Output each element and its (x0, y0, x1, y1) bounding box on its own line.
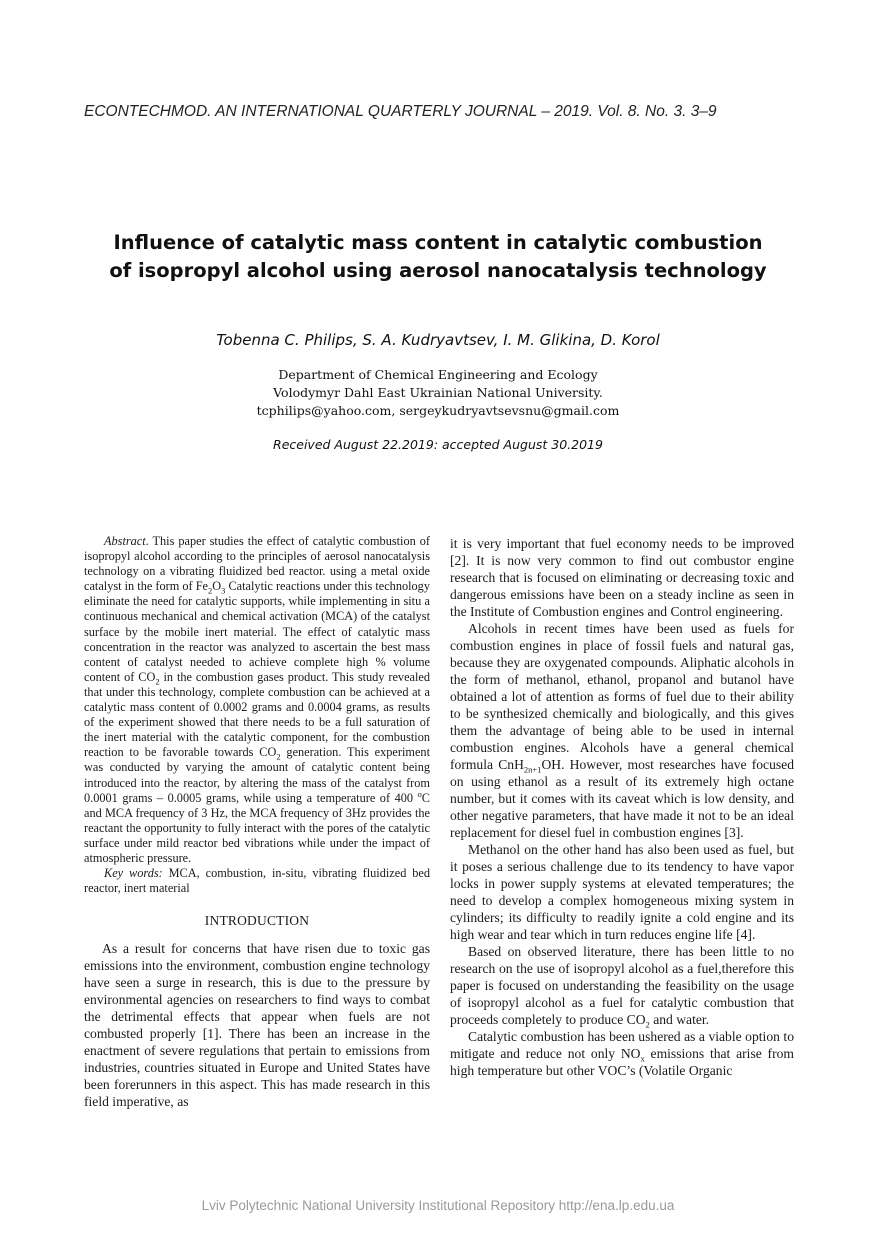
abstract-text: in the combustion gases product. This study revealed that under this technology, complete combustion can be achieved at a catalytic mass content of 0.0002 grams and 0.0004 grams, as results of the experiment showed that there needs to be a full saturation of the inert material with the catalytic component, for the combustion reaction to be favorable towards CO (84, 669, 431, 760)
body-paragraph (450, 1028, 794, 1079)
superscript: o (417, 788, 422, 799)
affiliation-emails: tcphilips@yahoo.com, sergeykudryavtsevsnu@gmail.com (256, 403, 620, 418)
paragraph-text: Alcohols in recent times have been used as fuels for combustion engines in place of fossil fuels and natural gas, because they are oxygenated compounds. Aliphatic alcohols in the form of methanol, ethanol, propanol and butanol have obtained a lot of attention as forms of fuel due to their ability to be synthesized chemically and biologically, and this gives them the advantage of being able to be used in internal combustion engines. Alcohols have a general chemical formula CnH (450, 621, 794, 772)
abstract-section (84, 534, 430, 896)
subscript: x (640, 1053, 645, 1064)
paragraph-text: Based on observed literature, there has been little to no research on the use of isopropyl alcohol as a fuel,therefore this paper is focused on understanding the feasibility on the usage of isopropyl alcohol as a fuel for catalytic combustion that proceeds completely to produce CO (450, 944, 794, 1027)
keywords-text: MCA, combustion, in-situ, vibrating fluidized bed reactor, inert material (84, 866, 431, 896)
keywords-paragraph (84, 866, 430, 896)
section-heading-introduction: INTRODUCTION (204, 913, 310, 929)
received-dates: Received August 22.2019: accepted August 30.2019 (273, 437, 603, 452)
abstract-label: Abstract (104, 534, 146, 548)
affiliation-university: Volodymyr Dahl East Ukrainian National University. (273, 385, 603, 400)
keywords-label: Key words: (104, 866, 163, 881)
subscript: 2 (276, 751, 281, 762)
paragraph-text: Catalytic combustion has been ushered as a viable option to mitigate and reduce not only NO (450, 1029, 794, 1061)
author-list: Tobenna C. Philips, S. A. Kudryavtsev, I. M. Glikina, D. Korol (216, 331, 660, 349)
abstract-text: O (212, 579, 222, 594)
abstract-text: . This paper studies the effect of catalytic combustion of isopropyl alcohol according to the principles of aerosol nanocatalysis technology on a vibrating fluidized bed reactor. using a metal oxide catalyst in the form of Fe (84, 534, 430, 594)
paragraph-text: and water. (649, 1012, 710, 1027)
affiliation-department: Department of Chemical Engineering and Ecology (278, 367, 598, 382)
abstract-text: Catalytic reactions under this technology eliminate the need for catalytic supports, while implementing in situ a continuous mechanical and chemical activation (MCA) of the catalyst surface by the mobile inert material. The effect of catalytic mass concentration in the reactor was analyzed to ascertain the best mass content of catalyst needed to achieve complete high % volume content of CO (84, 579, 430, 684)
subscript: 2 (155, 676, 160, 687)
paragraph-text: emissions that arise from high temperature but other VOC’s (Volatile Organic (450, 1046, 794, 1078)
body-paragraph: As a result for concerns that have risen due to toxic gas emissions into the environment, combustion engine technology have seen a surge in research, this is due to the pressure by environmental agencies on researchers to find ways to combat the detrimental effects that appear when fuels are not combusted properly [1]. There has been an increase in the enactment of severe regulations that pertain to emissions from industries, countries situated in Europe and United States have been forerunners in this aspect. This has made research in this field imperative, as (84, 941, 430, 1110)
body-paragraph (450, 620, 794, 841)
body-paragraph: Methanol on the other hand has also been used as fuel, but it poses a serious challenge due to its tendency to have vapor locks in power supply systems at elevated temperatures; the need to develop a complex homogeneous mixing system in cylinders; its difficulty to readily ignite a cold engine and its high wear and tear which in turn reduces engine life [4]. (450, 842, 794, 942)
right-column (450, 535, 794, 1079)
subscript: 2 (645, 1019, 650, 1030)
affiliation (120, 366, 756, 420)
subscript: 2n+1 (523, 764, 542, 775)
journal-header: ECONTECHMOD. AN INTERNATIONAL QUARTERLY JOURNAL – 2019. Vol. 8. No. 3. 3–9 (84, 103, 717, 120)
title-line: of isopropyl alcohol using aerosol nanocatalysis technology (109, 259, 767, 282)
repository-footer: Lviv Polytechnic National University Institutional Repository http://ena.lp.edu.ua (201, 1198, 675, 1213)
introduction-body (84, 940, 430, 1110)
subscript: 2 (208, 585, 213, 596)
body-paragraph (450, 943, 794, 1028)
paper-title (60, 229, 816, 285)
abstract-text: C and MCA frequency of 3 Hz, the MCA frequency of 3Hz provides the reactant the opportunity to fully interact with the pores of the catalytic surface under mild reactor bed vibrations while under the impact of atmospheric pressure. (84, 790, 430, 865)
abstract-text: generation. This experiment was conducted by varying the amount of catalytic content being introduced into the reactor, by altering the mass of the catalyst from 0.0001 grams – 0.0005 grams, while using a temperature of 400 (84, 745, 430, 805)
title-line: Influence of catalytic mass content in catalytic combustion (113, 231, 763, 254)
left-column (84, 534, 430, 1110)
subscript: 3 (221, 585, 226, 596)
abstract-paragraph (84, 534, 430, 866)
paragraph-text: OH. However, most researches have focused on using ethanol as a result of its extremely high octane number, but it comes with its caveat which is low density, and other negative parameters, that have made it not to be an ideal replacement for diesel fuel in combustion engines [3]. (450, 757, 794, 840)
body-paragraph: it is very important that fuel economy needs to be improved [2]. It is now very common to find out combustor engine research that is focused on eliminating or decreasing toxic and dangerous emissions have been on a steady incline as seen in the Institute of Combustion engines and Control engineering. (450, 536, 794, 619)
